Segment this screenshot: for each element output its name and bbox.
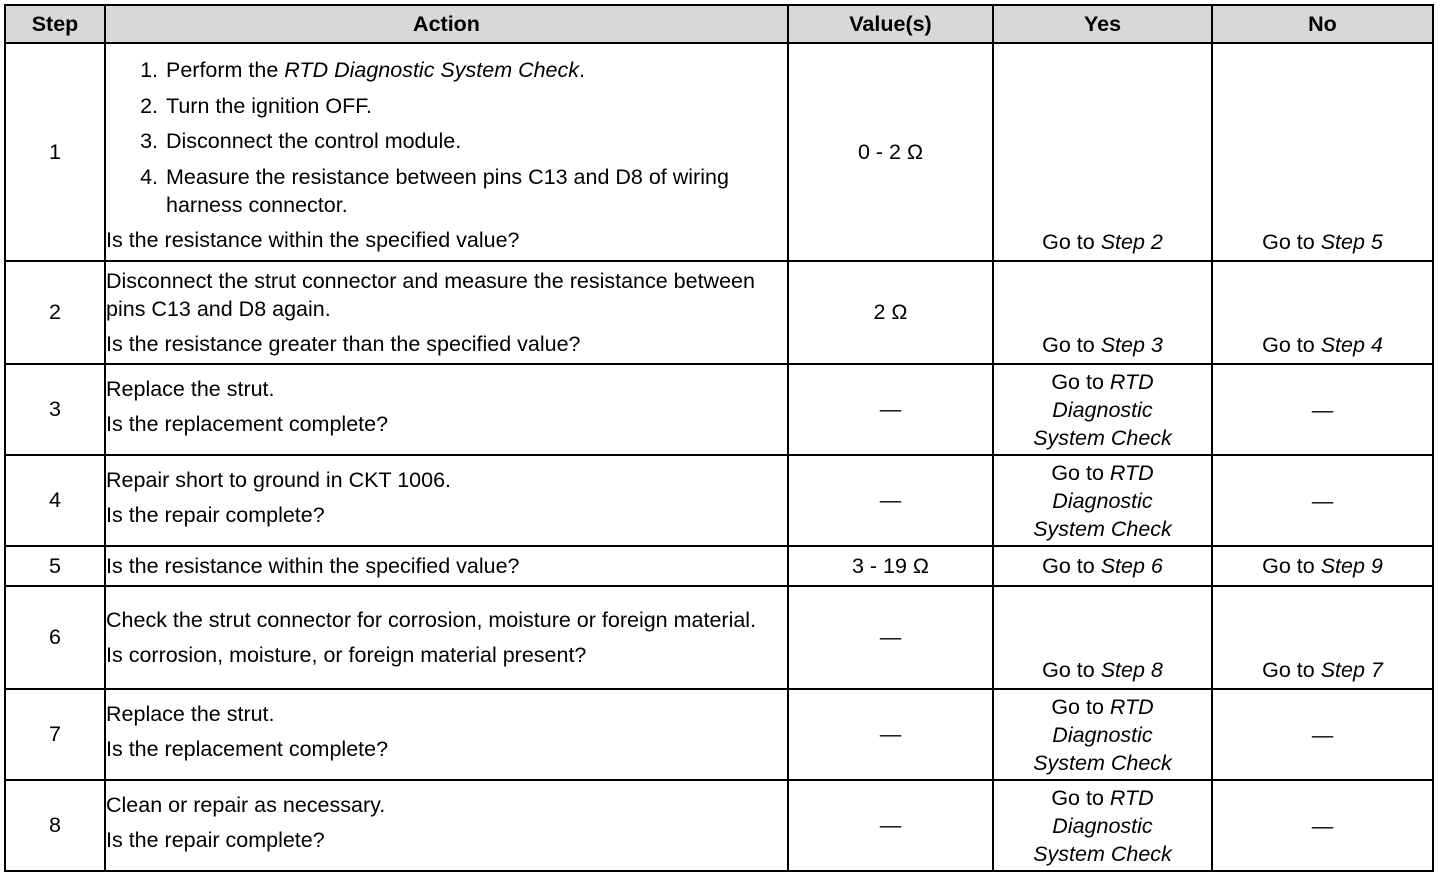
- action-cell: [105, 455, 788, 546]
- action-text: Measure the resistance between pins C13 and D8 of wiring harness connector.: [166, 164, 729, 217]
- yes-text: Go to: [1042, 230, 1101, 254]
- step-number: 7: [5, 689, 105, 780]
- action-cell: [105, 43, 788, 261]
- yes-text: Go to: [1051, 369, 1110, 394]
- action-cell: [105, 586, 788, 689]
- step-number: 3: [5, 364, 105, 455]
- no-cell: —: [1212, 780, 1433, 871]
- table-row: [5, 364, 1433, 455]
- value-cell: —: [788, 364, 993, 455]
- no-cell: [1212, 43, 1433, 261]
- yes-text: Go to: [1042, 658, 1101, 682]
- action-text: Replace the strut.: [106, 701, 275, 726]
- table-row: [5, 455, 1433, 546]
- table-row: [5, 43, 1433, 261]
- no-cell: [1212, 261, 1433, 364]
- action-cell: [105, 364, 788, 455]
- action-text: Repair short to ground in CKT 1006.: [106, 467, 451, 492]
- header-step: Step: [5, 5, 105, 43]
- no-target: Step 4: [1320, 333, 1383, 357]
- table-row: [5, 780, 1433, 871]
- no-cell: —: [1212, 364, 1433, 455]
- action-cell: [105, 546, 788, 586]
- header-yes: Yes: [993, 5, 1212, 43]
- no-text: Go to: [1262, 230, 1321, 254]
- yes-text: Go to: [1051, 785, 1110, 810]
- header-no: No: [1212, 5, 1433, 43]
- value-cell: 3 - 19 Ω: [788, 546, 993, 586]
- no-text: Go to: [1262, 554, 1321, 578]
- yes-target: Diagnostic: [1052, 813, 1153, 838]
- diagnostic-table: [4, 4, 1434, 872]
- yes-target: Diagnostic: [1052, 397, 1153, 422]
- yes-target: RTD: [1109, 785, 1154, 810]
- no-cell: —: [1212, 689, 1433, 780]
- no-cell: [1212, 546, 1433, 586]
- yes-target: RTD: [1109, 460, 1154, 485]
- table-row: [5, 689, 1433, 780]
- action-reference: RTD Diagnostic System Check: [284, 58, 580, 82]
- action-text: Perform the: [166, 58, 285, 82]
- yes-target: Diagnostic: [1052, 488, 1153, 513]
- header-value: Value(s): [788, 5, 993, 43]
- step-number: 1: [5, 43, 105, 261]
- action-text: .: [579, 58, 586, 82]
- yes-target: System Check: [1033, 750, 1172, 775]
- value-cell: —: [788, 780, 993, 871]
- no-text: Go to: [1262, 333, 1321, 357]
- yes-target: System Check: [1033, 425, 1172, 450]
- value-cell: 0 - 2 Ω: [788, 43, 993, 261]
- table-row: [5, 546, 1433, 586]
- step-number: 8: [5, 780, 105, 871]
- action-step-item: [164, 56, 787, 84]
- no-target: Step 7: [1320, 658, 1383, 682]
- yes-cell: [993, 43, 1212, 261]
- action-text: Clean or repair as necessary.: [106, 792, 386, 817]
- yes-text: Go to: [1042, 333, 1101, 357]
- action-question: Is the repair complete?: [106, 502, 325, 527]
- yes-target: RTD: [1109, 369, 1154, 394]
- yes-cell: [993, 455, 1212, 546]
- yes-cell: [993, 586, 1212, 689]
- diagnostic-table-page: [4, 4, 1432, 872]
- yes-cell: [993, 689, 1212, 780]
- yes-target: RTD: [1109, 694, 1154, 719]
- value-cell: —: [788, 455, 993, 546]
- action-step-item: [164, 92, 787, 120]
- action-steps-list: [106, 56, 787, 219]
- header-action: Action: [105, 5, 788, 43]
- action-text: Check the strut connector for corrosion, moisture or foreign material.: [106, 608, 757, 632]
- step-number: 6: [5, 586, 105, 689]
- no-target: Step 5: [1320, 230, 1383, 254]
- no-text: Go to: [1262, 658, 1321, 682]
- value-cell: 2 Ω: [788, 261, 993, 364]
- header-row: [5, 5, 1433, 43]
- yes-target: Step 3: [1100, 333, 1163, 357]
- no-cell: —: [1212, 455, 1433, 546]
- yes-cell: [993, 364, 1212, 455]
- yes-target: Step 6: [1100, 554, 1163, 578]
- action-question: Is corrosion, moisture, or foreign material present?: [106, 643, 587, 667]
- step-number: 5: [5, 546, 105, 586]
- no-cell: [1212, 586, 1433, 689]
- action-text: Turn the ignition OFF.: [166, 93, 372, 118]
- yes-target: System Check: [1033, 841, 1172, 866]
- action-question: Is the replacement complete?: [106, 411, 389, 436]
- action-cell: [105, 261, 788, 364]
- step-number: 2: [5, 261, 105, 364]
- action-text: Disconnect the strut connector and measure the resistance between pins C13 and D8 again.: [106, 269, 755, 321]
- value-cell: —: [788, 586, 993, 689]
- action-question: Is the resistance greater than the specified value?: [106, 332, 581, 356]
- step-number: 4: [5, 455, 105, 546]
- yes-target: Diagnostic: [1052, 722, 1153, 747]
- yes-target: System Check: [1033, 516, 1172, 541]
- action-step-item: [164, 127, 787, 155]
- yes-text: Go to: [1051, 460, 1110, 485]
- action-question: Is the repair complete?: [106, 827, 325, 852]
- action-question: Is the resistance within the specified value?: [106, 554, 520, 578]
- table-row: [5, 586, 1433, 689]
- table-row: [5, 261, 1433, 364]
- action-question: Is the resistance within the specified value?: [106, 228, 520, 252]
- action-cell: [105, 780, 788, 871]
- value-cell: —: [788, 689, 993, 780]
- action-cell: [105, 689, 788, 780]
- yes-cell: [993, 780, 1212, 871]
- action-question: Is the replacement complete?: [106, 736, 389, 761]
- yes-target: Step 8: [1100, 658, 1163, 682]
- yes-cell: [993, 261, 1212, 364]
- yes-target: Step 2: [1100, 230, 1163, 254]
- action-step-item: [164, 163, 787, 219]
- yes-text: Go to: [1051, 694, 1110, 719]
- action-text: Disconnect the control module.: [166, 129, 462, 153]
- action-text: Replace the strut.: [106, 376, 275, 401]
- yes-cell: [993, 546, 1212, 586]
- yes-text: Go to: [1042, 554, 1101, 578]
- no-target: Step 9: [1320, 554, 1383, 578]
